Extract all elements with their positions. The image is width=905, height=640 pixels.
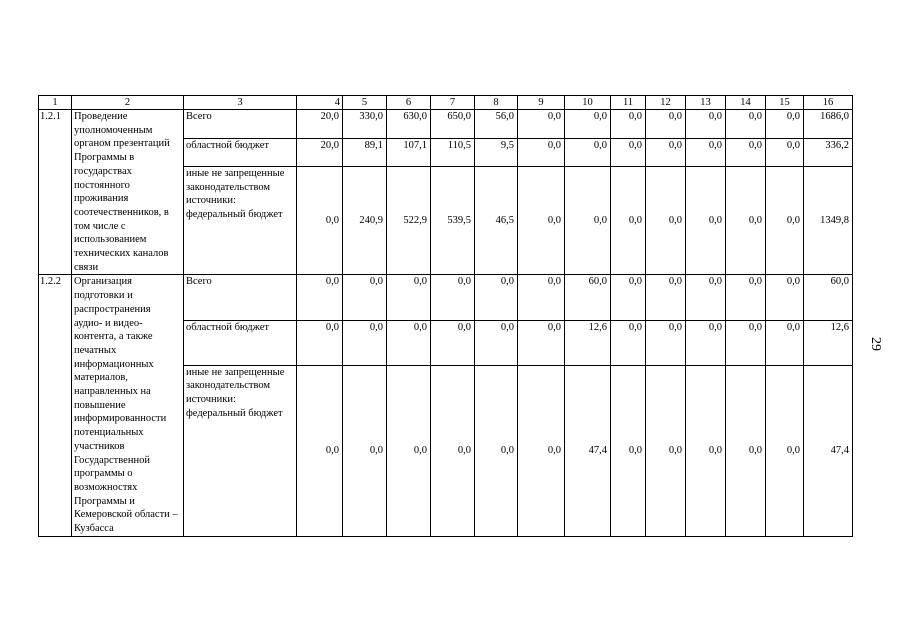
item-title: Проведение уполномоченным органом презентаций Программы в государствах постоянного проживания соотечественников, в том числе с использованием технических каналов связи: [72, 110, 184, 275]
value-cell: 0,0: [611, 167, 646, 275]
funding-source: областной бюджет: [184, 320, 297, 365]
value-cell: 56,0: [475, 110, 518, 139]
value-cell: 0,0: [475, 275, 518, 320]
value-cell: 0,0: [766, 167, 804, 275]
value-cell: 46,5: [475, 167, 518, 275]
value-cell: 0,0: [387, 365, 431, 536]
value-cell: 0,0: [611, 275, 646, 320]
page-number: 29: [868, 337, 883, 351]
header-row: [39, 96, 853, 110]
value-cell: 0,0: [766, 365, 804, 536]
budget-table: [38, 95, 853, 537]
value-cell: 0,0: [686, 167, 726, 275]
funding-source: Всего: [184, 110, 297, 139]
value-cell: 107,1: [387, 138, 431, 167]
value-cell: 89,1: [343, 138, 387, 167]
value-cell: 0,0: [686, 138, 726, 167]
value-cell: 650,0: [431, 110, 475, 139]
value-cell: 12,6: [565, 320, 611, 365]
value-cell: 0,0: [297, 320, 343, 365]
value-cell: 0,0: [518, 275, 565, 320]
column-header: 13: [686, 96, 726, 110]
value-cell: 0,0: [686, 275, 726, 320]
value-cell: 0,0: [518, 320, 565, 365]
value-cell: 0,0: [565, 138, 611, 167]
value-cell: 0,0: [686, 320, 726, 365]
value-cell: 1349,8: [804, 167, 853, 275]
value-cell: 0,0: [343, 275, 387, 320]
value-cell: 0,0: [518, 138, 565, 167]
value-cell: 0,0: [686, 110, 726, 139]
column-header: 4: [297, 96, 343, 110]
value-cell: 12,6: [804, 320, 853, 365]
value-cell: 0,0: [726, 320, 766, 365]
value-cell: 0,0: [726, 275, 766, 320]
value-cell: 0,0: [646, 110, 686, 139]
value-cell: 0,0: [766, 110, 804, 139]
value-cell: 0,0: [565, 167, 611, 275]
item-code: 1.2.1: [39, 110, 72, 275]
value-cell: 0,0: [726, 167, 766, 275]
value-cell: 539,5: [431, 167, 475, 275]
value-cell: 0,0: [726, 110, 766, 139]
value-cell: 60,0: [565, 275, 611, 320]
column-header: 9: [518, 96, 565, 110]
value-cell: 330,0: [343, 110, 387, 139]
value-cell: 0,0: [766, 320, 804, 365]
value-cell: 0,0: [431, 365, 475, 536]
column-header: 7: [431, 96, 475, 110]
column-header: 14: [726, 96, 766, 110]
column-header: 6: [387, 96, 431, 110]
value-cell: 0,0: [297, 365, 343, 536]
value-cell: 0,0: [297, 275, 343, 320]
value-cell: 0,0: [646, 320, 686, 365]
funding-source: иные не запрещенные законодательством источники: федеральный бюджет: [184, 365, 297, 536]
value-cell: 0,0: [343, 320, 387, 365]
funding-source: иные не запрещенные законодательством источники: федеральный бюджет: [184, 167, 297, 275]
value-cell: 0,0: [518, 365, 565, 536]
column-header: 3: [184, 96, 297, 110]
value-cell: 522,9: [387, 167, 431, 275]
column-header: 12: [646, 96, 686, 110]
value-cell: 60,0: [804, 275, 853, 320]
value-cell: 0,0: [726, 138, 766, 167]
value-cell: 47,4: [565, 365, 611, 536]
value-cell: 0,0: [431, 275, 475, 320]
column-header: 8: [475, 96, 518, 110]
value-cell: 110,5: [431, 138, 475, 167]
table-row: [39, 110, 853, 139]
value-cell: 0,0: [686, 365, 726, 536]
value-cell: 20,0: [297, 110, 343, 139]
value-cell: 0,0: [518, 167, 565, 275]
value-cell: 0,0: [611, 365, 646, 536]
column-header: 11: [611, 96, 646, 110]
item-title: Организация подготовки и распространения аудио- и видео-контента, а также печатных информационных материалов, направленных на повышение информированности потенциальных участников Государственной программы о возможностях Программы и Кемеровской области – Кузбасса: [72, 275, 184, 536]
item-code: 1.2.2: [39, 275, 72, 536]
value-cell: 336,2: [804, 138, 853, 167]
value-cell: 20,0: [297, 138, 343, 167]
value-cell: 0,0: [646, 275, 686, 320]
value-cell: 0,0: [646, 167, 686, 275]
value-cell: 9,5: [475, 138, 518, 167]
value-cell: 0,0: [646, 365, 686, 536]
column-header: 1: [39, 96, 72, 110]
value-cell: 630,0: [387, 110, 431, 139]
value-cell: 0,0: [518, 110, 565, 139]
value-cell: 0,0: [726, 365, 766, 536]
value-cell: 0,0: [766, 138, 804, 167]
value-cell: 0,0: [387, 320, 431, 365]
value-cell: 0,0: [611, 138, 646, 167]
funding-source: областной бюджет: [184, 138, 297, 167]
value-cell: 0,0: [611, 320, 646, 365]
table-body: [39, 110, 853, 537]
value-cell: 1686,0: [804, 110, 853, 139]
value-cell: 0,0: [475, 320, 518, 365]
column-header: 15: [766, 96, 804, 110]
funding-source: Всего: [184, 275, 297, 320]
table-row: [39, 275, 853, 320]
value-cell: 47,4: [804, 365, 853, 536]
value-cell: 0,0: [766, 275, 804, 320]
value-cell: 0,0: [565, 110, 611, 139]
value-cell: 0,0: [646, 138, 686, 167]
column-header: 5: [343, 96, 387, 110]
value-cell: 0,0: [297, 167, 343, 275]
value-cell: 0,0: [431, 320, 475, 365]
value-cell: 0,0: [611, 110, 646, 139]
column-header: 2: [72, 96, 184, 110]
value-cell: 0,0: [343, 365, 387, 536]
value-cell: 0,0: [475, 365, 518, 536]
column-header: 10: [565, 96, 611, 110]
value-cell: 0,0: [387, 275, 431, 320]
column-header: 16: [804, 96, 853, 110]
value-cell: 240,9: [343, 167, 387, 275]
